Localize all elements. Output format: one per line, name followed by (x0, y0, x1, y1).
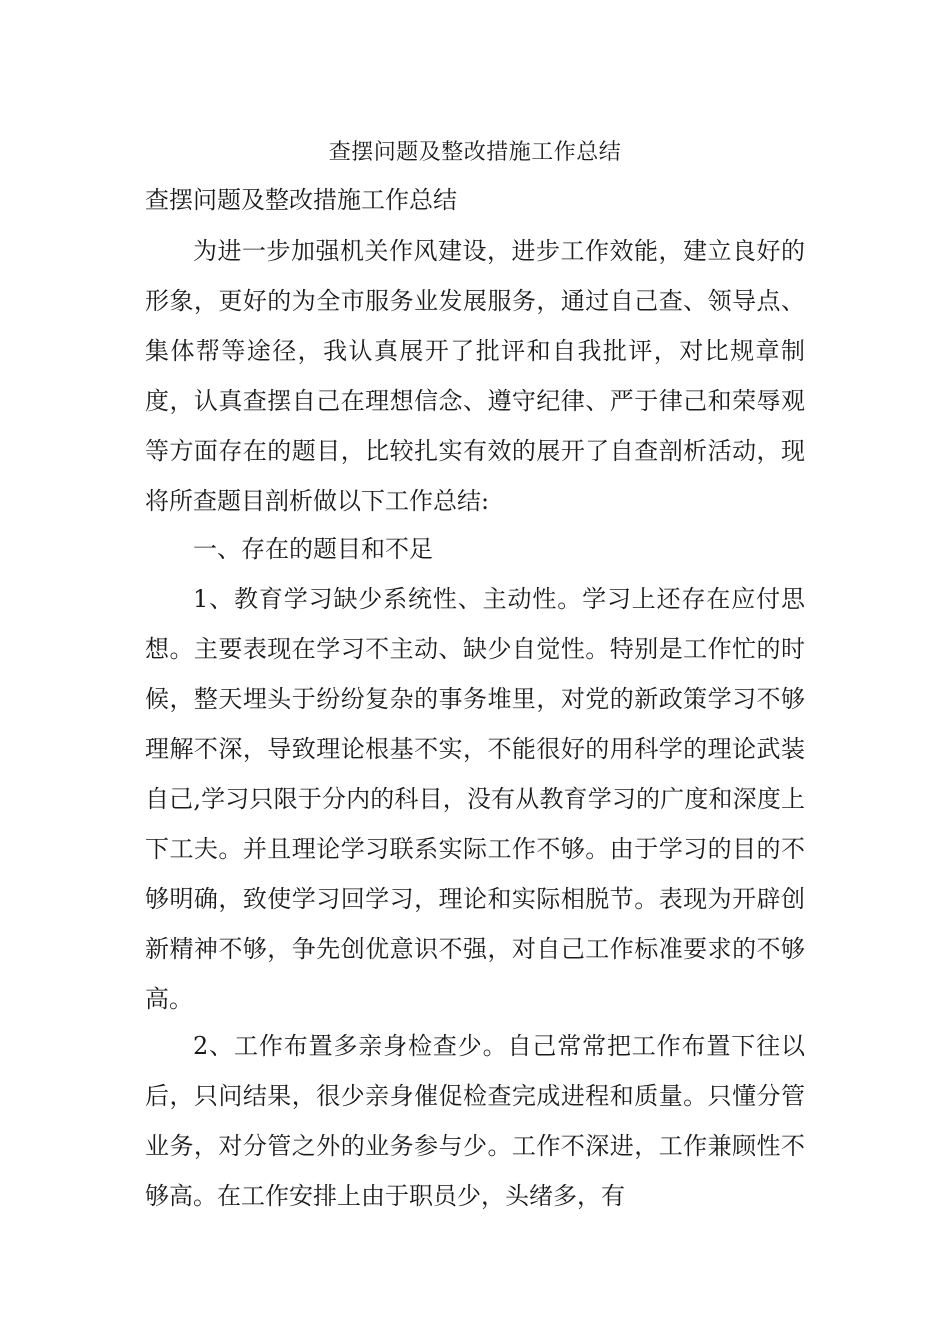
item-paragraph-1: 1、教育学习缺少系统性、主动性。学习上还存在应付思想。主要表现在学习不主动、缺少自觉性。特别是工作忙的时候，整天埋头于纷纷复杂的事务堆里，对党的新政策学习不够理解不深，导致理论根基不实，不能很好的用科学的理论武装自己,学习只限于分内的科目，没有从教育学习的广度和深度上下工夫。并且理论学习联系实际工作不够。由于学习的目的不够明确，致使学习回学习，理论和实际相脱节。表现为开辟创新精神不够，争先创优意识不强，对自己工作标准要求的不够高。 (145, 585, 805, 1013)
item-paragraph-2: 2、工作布置多亲身检查少。自己常常把工作布置下往以后，只问结果，很少亲身催促检查完成进程和质量。只懂分管业务，对分管之外的业务参与少。工作不深进，工作兼顾性不够高。在工作安排上由于职员少，头绪多，有 (145, 1032, 805, 1210)
section-heading: 一、存在的题目和不足 (193, 535, 433, 563)
intro-paragraph: 为进一步加强机关作风建设，进步工作效能，建立良好的形象，更好的为全市服务业发展服务，通过自己查、领导点、集体帮等途径，我认真展开了批评和自我批评，对比规章制度，认真查摆自己在理想信念、遵守纪律、严于律己和荣辱观等方面存在的题目，比较扎实有效的展开了自查剖析活动，现将所查题目剖析做以下工作总结: (145, 237, 805, 515)
document-subtitle: 查摆问题及整改措施工作总结 (145, 186, 457, 214)
document-title: 查摆问题及整改措施工作总结 (328, 140, 622, 165)
